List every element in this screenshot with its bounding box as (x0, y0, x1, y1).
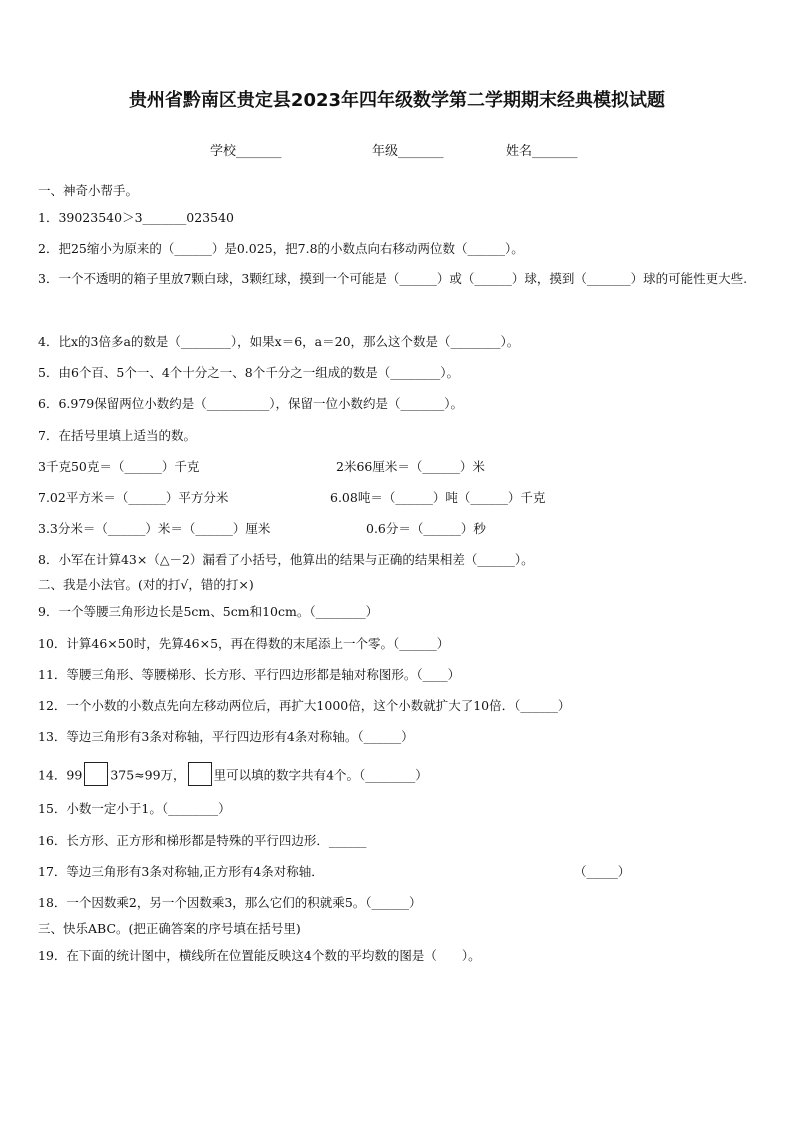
question-5: 5．由6个百、5个一、4个十分之一、8个千分之一组成的数是（________）。 (38, 365, 460, 380)
question-7c: 7.02平方米＝（______）平方分米 (38, 490, 229, 505)
grade-field: 年级_______ (372, 144, 444, 159)
question-6: 6．6.979保留两位小数约是（__________），保留一位小数约是（_______）。 (38, 396, 463, 411)
question-17: 17．等边三角形有3条对称轴,正方形有4条对称轴． (38, 864, 324, 879)
page-title: 贵州省黔南区贵定县2023年四年级数学第二学期期末经典模拟试题 (128, 90, 666, 111)
question-12: 12．一个小数的小数点先向左移动两位后，再扩大1000倍，这个小数就扩大了10倍．（______） (38, 698, 571, 713)
question-13: 13．等边三角形有3条对称轴，平行四边形有4条对称轴。（______） (38, 729, 414, 744)
answer-box[interactable] (188, 762, 212, 786)
answer-box[interactable] (84, 762, 108, 786)
section-heading-1: 一、神奇小帮手。 (38, 183, 139, 198)
question-7e: 3.3分米＝（______）米＝（______）厘米 (38, 521, 271, 536)
section-heading-2: 二、我是小法官。(对的打√，错的打×) (38, 577, 254, 592)
question-9: 9．一个等腰三角形边长是5cm、5cm和10cm。（________） (38, 604, 379, 619)
question-14-prefix: 14．99 (38, 767, 83, 783)
question-16: 16．长方形、正方形和梯形都是特殊的平行四边形．______ (38, 833, 367, 848)
question-4: 4．比x的3倍多a的数是（________），如果x＝6，a＝20，那么这个数是（________）。 (38, 334, 520, 349)
question-14 (38, 764, 428, 788)
school-field: 学校_______ (210, 144, 282, 159)
question-11: 11．等腰三角形、等腰梯形、长方形、平行四边形都是轴对称图形。（____） (38, 667, 461, 682)
question-7d: 6.08吨＝（______）吨（______）千克 (330, 490, 546, 505)
question-7f: 0.6分＝（______）秒 (366, 521, 486, 536)
section-heading-3: 三、快乐ABC。(把正确答案的序号填在括号里) (38, 921, 301, 936)
question-1: 1．39023540＞3_______023540 (38, 210, 234, 225)
question-7b: 2米66厘米＝（______）米 (336, 459, 485, 474)
question-18: 18．一个因数乘2，另一个因数乘3，那么它们的积就乘5。（______） (38, 895, 422, 910)
question-10: 10．计算46×50时，先算46×5，再在得数的末尾添上一个零。（______） (38, 636, 450, 651)
name-field: 姓名_______ (506, 144, 578, 159)
question-14-middle: 375≈99万， (110, 767, 186, 783)
question-8: 8．小军在计算43×（△－2）漏看了小括号，他算出的结果与正确的结果相差（______）。 (38, 552, 534, 567)
question-17-blank: （_____） (574, 864, 631, 879)
question-7: 7．在括号里填上适当的数。 (38, 428, 196, 443)
question-7a: 3千克50克＝（______）千克 (38, 459, 200, 474)
question-3: 3．一个不透明的箱子里放7颗白球，3颗红球，摸到一个可能是（______）或（______）球，摸到（_______）球的可能性更大些. (38, 271, 748, 286)
question-14-suffix: 里可以填的数字共有4个。（________） (213, 767, 428, 783)
question-19: 19．在下面的统计图中，横线所在位置能反映这4个数的平均数的图是（ ）。 (38, 948, 481, 963)
question-2: 2．把25缩小为原来的（______）是0.025，把7.8的小数点向右移动两位数（______）。 (38, 241, 524, 256)
question-15: 15．小数一定小于1。（________） (38, 801, 231, 816)
